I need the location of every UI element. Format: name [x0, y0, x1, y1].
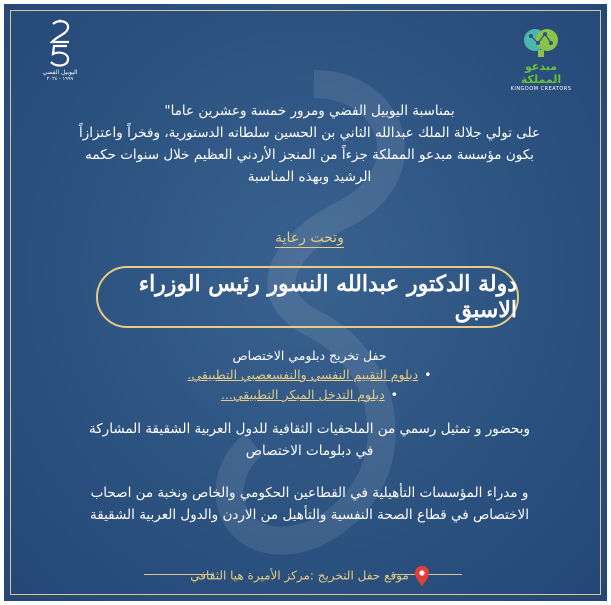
- diploma-item: [24, 367, 595, 382]
- diploma-item: [24, 387, 595, 402]
- diploma-label: دبلوم التقييم النفسي والنفسعصبي التطبيقي.: [187, 367, 419, 382]
- location-text: موقع حفل التخريج :مركز الأميرة هيا الثقافي: [190, 568, 409, 583]
- diploma-label: دبلوم التدخل المبكر التطبيقي...: [220, 387, 385, 402]
- brand-subtitle: KINGDOM CREATORS: [510, 86, 572, 92]
- patron-name-box: [96, 266, 519, 328]
- bullet-icon: •: [390, 387, 399, 402]
- attendance-line: في دبلومات الاختصاص: [245, 443, 374, 459]
- brand-name: مبدعو المملكة: [520, 60, 562, 86]
- attendance-line: وبحضور و تمثيل رسمي من الملحقيات الثقافية للدول العربية الشقيقة المشاركة: [89, 421, 530, 437]
- patronage-label: وتحت رعاية: [275, 230, 344, 246]
- location-pin-icon: [415, 566, 429, 586]
- jubilee-caption: اليوبيل الفضي: [42, 69, 78, 76]
- location-line: [24, 566, 595, 586]
- bullet-icon: •: [424, 367, 432, 382]
- participants-line: الاختصاص في قطاع الصحة النفسية والتأهيل من الاردن والدول العربية الشقيقة: [90, 507, 529, 523]
- intro-paragraph: [24, 100, 595, 188]
- silver-jubilee-logo: [32, 18, 88, 88]
- participants-line: و مدراء المؤسسات التأهيلية في القطاعين الحكومي والخاص ونخبة من اصحاب: [90, 485, 529, 501]
- attendance-paragraph: [24, 418, 595, 462]
- kingdom-creators-brain-logo-icon: [521, 26, 561, 58]
- jubilee-years: ١٩٩٩ - ٢٠٢٤: [46, 76, 74, 82]
- intro-line: بمناسبة اليوبيل الفضي ومرور خمسة وعشرين عاما": [164, 103, 455, 119]
- intro-line: على تولي جلالة الملك عبدالله الثاني بن الحسين سلطاته الدستورية، وفخراً واعتزازاً: [78, 125, 541, 141]
- ceremony-title: حفل تخريج دبلومي الاختصاص: [232, 348, 387, 363]
- patronage-heading: [24, 230, 595, 246]
- participants-paragraph: [24, 482, 595, 526]
- kingdom-creators-logo: [504, 26, 578, 92]
- intro-line: الرشيد وبهذه المناسبة: [247, 169, 372, 185]
- patron-name: دولة الدكتور عبدالله النسور رئيس الوزراء الاسبق: [138, 271, 517, 323]
- silver-jubilee-25-logo-icon: [43, 18, 77, 68]
- invitation-poster: [4, 4, 607, 601]
- intro-line: بكون مؤسسة مبدعو المملكة جزءاً من المنجز الأردني العظيم خلال سنوات حكمه: [85, 147, 534, 163]
